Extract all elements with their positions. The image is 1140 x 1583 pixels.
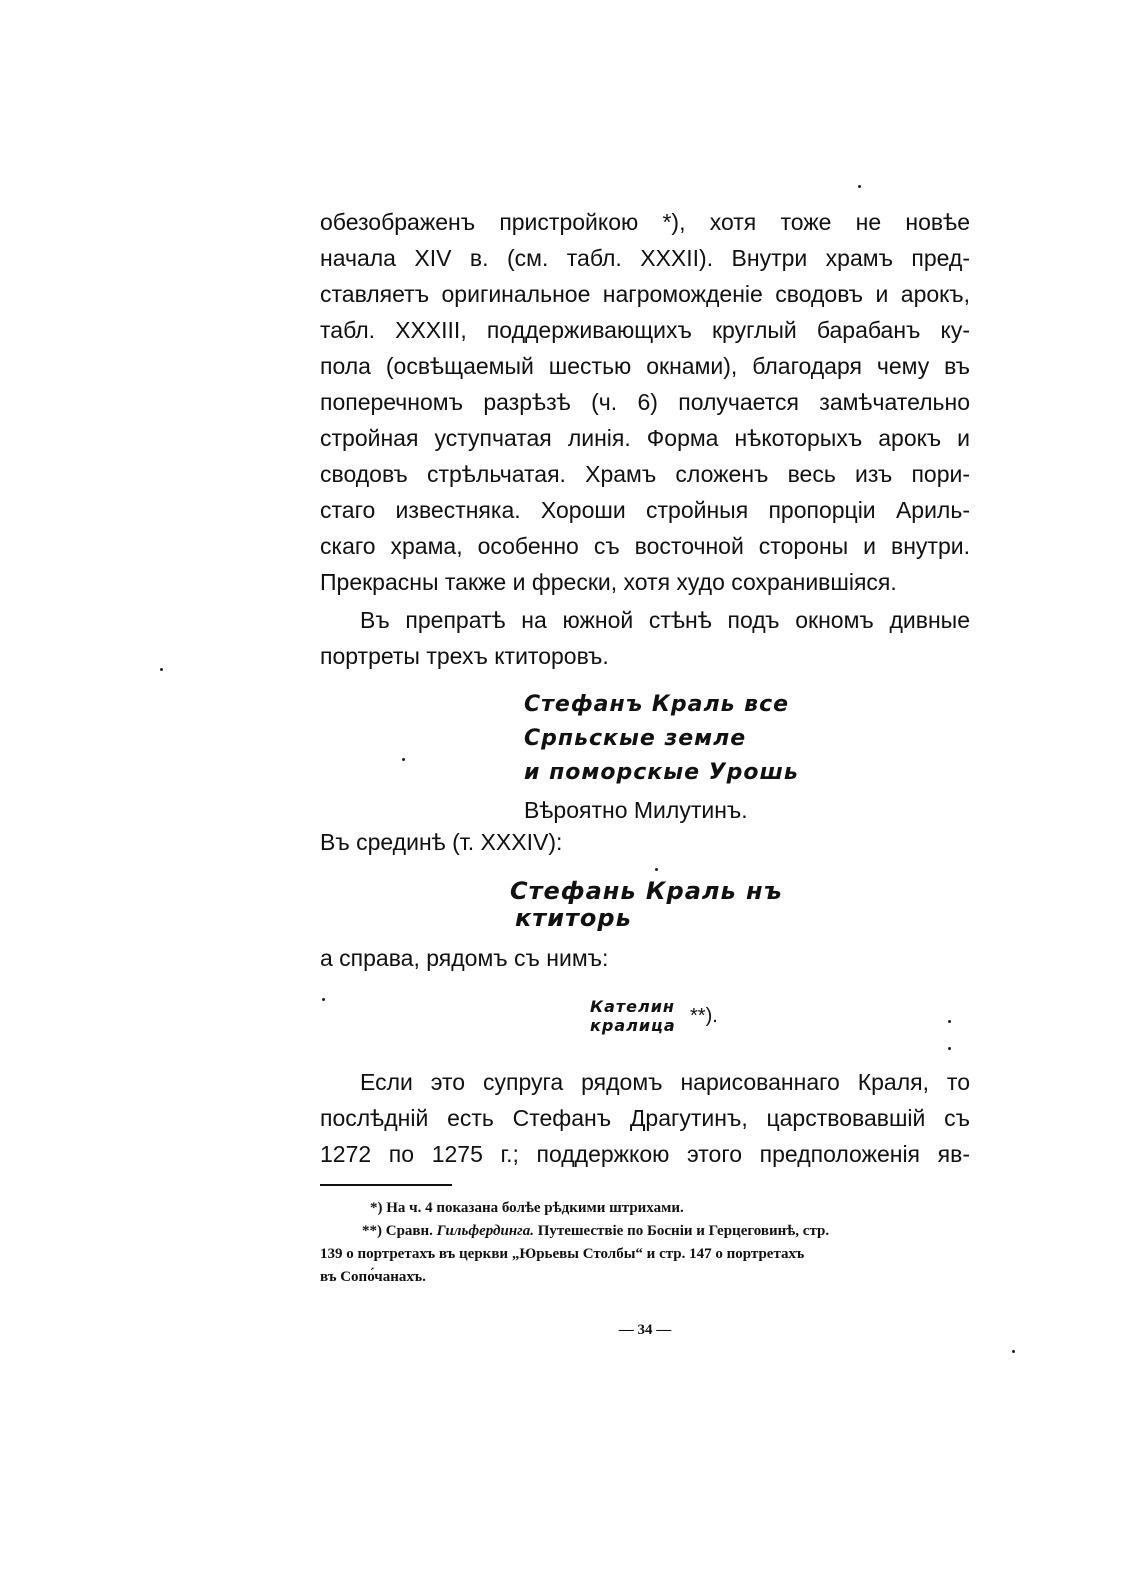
scan-speck [322, 998, 325, 1001]
scan-speck [948, 1047, 951, 1050]
footnote-ref: **). [690, 1005, 718, 1027]
inscription-line: кралица [590, 1016, 676, 1035]
body-line: ставляетъ оригинальное нагроможденіе сводовъ и арокъ, [320, 281, 970, 307]
body-line: стройная уступчатая линія. Форма нѣкоторыхъ арокъ и [320, 425, 970, 451]
scan-speck [858, 185, 861, 188]
body-line: Въ прeпратѣ на южной стѣнѣ подъ окномъ дивные [360, 607, 970, 633]
body-line: поперечномъ разрѣзѣ (ч. 6) получается замѣчательно [320, 389, 970, 415]
footnote-2-mark: **) Сравн. [362, 1223, 433, 1239]
scan-speck [1012, 1350, 1015, 1353]
body-line: послѣдній есть Стефанъ Драгутинъ, царствовавшій съ [320, 1105, 970, 1131]
scan-speck [948, 1020, 951, 1023]
body-line: начала XIV в. (см. табл. XXXII). Внутри храмъ пред- [320, 245, 970, 271]
footnote-2-text: Путешествіе по Босніи и Герцеговинѣ, стр. [537, 1223, 830, 1239]
page-number: — 34 — [618, 1322, 672, 1338]
footnote-divider [320, 1184, 452, 1186]
body-line: 1272 по 1275 г.; поддержкою этого предположенія яв- [320, 1141, 970, 1167]
body-line: табл. XXXIII, поддерживающихъ круглый барабанъ ку- [320, 317, 970, 343]
body-line: Если это супруга рядомъ нарисованнаго Краля, то [360, 1069, 970, 1095]
inscription-line: ктиторь [515, 904, 632, 932]
middle-label: Въ срединѣ (т. XXXIV): [320, 829, 563, 855]
footnote-2-line: въ Сопо́чанахъ. [320, 1269, 426, 1285]
inscription-line: Стефанъ Краль все [524, 692, 790, 717]
inscription-note: Вѣроятно Милутинъ. [524, 797, 748, 823]
body-line: скаго храма, особенно съ восточной стороны и внутри. [320, 533, 970, 559]
scan-speck [160, 668, 163, 671]
body-line: портреты трехъ ктиторовъ. [320, 643, 609, 669]
body-line: стаго известняка. Хороши стройныя пропорціи Ариль- [320, 497, 970, 523]
body-line: сводовъ стрѣльчатая. Храмъ сложенъ весь изъ пори- [320, 461, 970, 487]
inscription-line: Кателин [590, 997, 675, 1016]
footnote-2-line: 139 о портретахъ въ церкви „Юрьевы Столбы“ и стр. 147 о портретахъ [320, 1246, 805, 1262]
inscription-line: Стефань Краль нъ [510, 877, 783, 905]
scan-speck [402, 758, 405, 761]
body-line: пола (освѣщаемый шестью окнами), благодаря чему въ [320, 353, 970, 379]
footnote-2 [362, 1220, 829, 1242]
footnote-2-author: Гильфердинга. [436, 1223, 534, 1239]
body-line: обезображенъ пристройкою *), хотя тоже не новѣе [320, 209, 970, 235]
right-label: а справа, рядомъ съ нимъ: [320, 945, 609, 971]
scan-speck [655, 868, 658, 871]
footnote-1: *) На ч. 4 показана болѣе рѣдкими штрихами. [370, 1200, 684, 1216]
body-line: Прекрасны также и фрески, хотя худо сохранившіяся. [320, 569, 897, 595]
inscription-line: и поморскыe Урошь [524, 760, 799, 785]
inscription-line: Српьскые земле [524, 726, 747, 751]
